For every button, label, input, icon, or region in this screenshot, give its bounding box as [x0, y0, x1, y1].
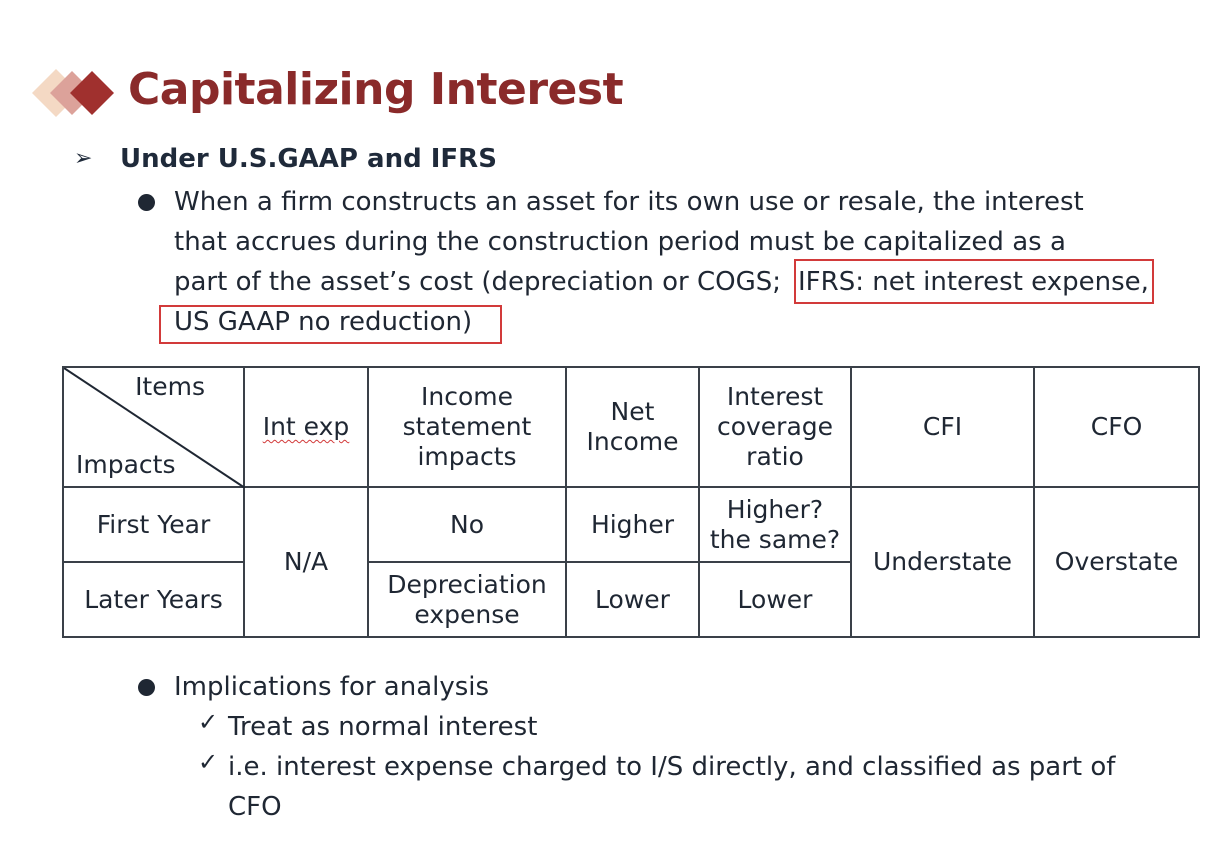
- bullet1-highlight-b: US GAAP no reduction): [174, 307, 473, 337]
- highlight-box-usgaap: [159, 305, 502, 344]
- corner-impacts-label: Impacts: [76, 450, 176, 479]
- row-label-first-year: First Year: [63, 487, 244, 562]
- checkmark-icon: ✓: [198, 748, 219, 776]
- cell-icr-first: Higher? the same?: [699, 487, 851, 562]
- bullet1-line1: When a firm constructs an asset for its own use or resale, the interest: [174, 187, 1084, 217]
- check2-line1: i.e. interest expense charged to I/S directly, and classified as part of: [228, 752, 1116, 782]
- highlight-box-ifrs: [794, 259, 1154, 304]
- bullet1-line3: part of the asset’s cost (depreciation or COGS;: [174, 267, 782, 297]
- header-cfi: CFI: [851, 367, 1034, 487]
- table-corner-cell: [63, 367, 244, 487]
- cell-cfo: Overstate: [1034, 487, 1199, 637]
- cell-ni-later: Lower: [566, 562, 699, 637]
- bullet1-highlight-a: IFRS: net interest expense,: [798, 267, 1149, 297]
- bullet1-line2: that accrues during the construction period must be capitalized as a: [174, 227, 1066, 257]
- header-cfo: CFO: [1034, 367, 1199, 487]
- bullet-dot-icon: [138, 679, 155, 696]
- cell-cfi: Understate: [851, 487, 1034, 637]
- cell-int-exp: N/A: [244, 487, 368, 637]
- bullet2-text: Implications for analysis: [174, 672, 490, 702]
- check1-text: Treat as normal interest: [228, 712, 538, 742]
- header-income-statement: Income statement impacts: [368, 367, 566, 487]
- checkmark-icon: ✓: [198, 708, 219, 736]
- row-label-later-years: Later Years: [63, 562, 244, 637]
- section-heading-text: Under U.S.GAAP and IFRS: [120, 144, 497, 174]
- bullet-dot-icon: [138, 194, 155, 211]
- cell-is-later: Depreciation expense: [368, 562, 566, 637]
- header-int-exp: Int exp: [244, 367, 368, 487]
- cell-icr-later: Lower: [699, 562, 851, 637]
- header-interest-coverage: Interest coverage ratio: [699, 367, 851, 487]
- arrow-bullet-icon: ➢: [74, 146, 93, 171]
- cell-is-first: No: [368, 487, 566, 562]
- impacts-table: [62, 366, 1200, 638]
- cell-ni-first: Higher: [566, 487, 699, 562]
- corner-items-label: Items: [135, 372, 205, 401]
- diamond-logo-icon: [30, 62, 120, 124]
- page-title: Capitalizing Interest: [128, 64, 624, 115]
- check2-line2: CFO: [228, 792, 282, 822]
- header-net-income: Net Income: [566, 367, 699, 487]
